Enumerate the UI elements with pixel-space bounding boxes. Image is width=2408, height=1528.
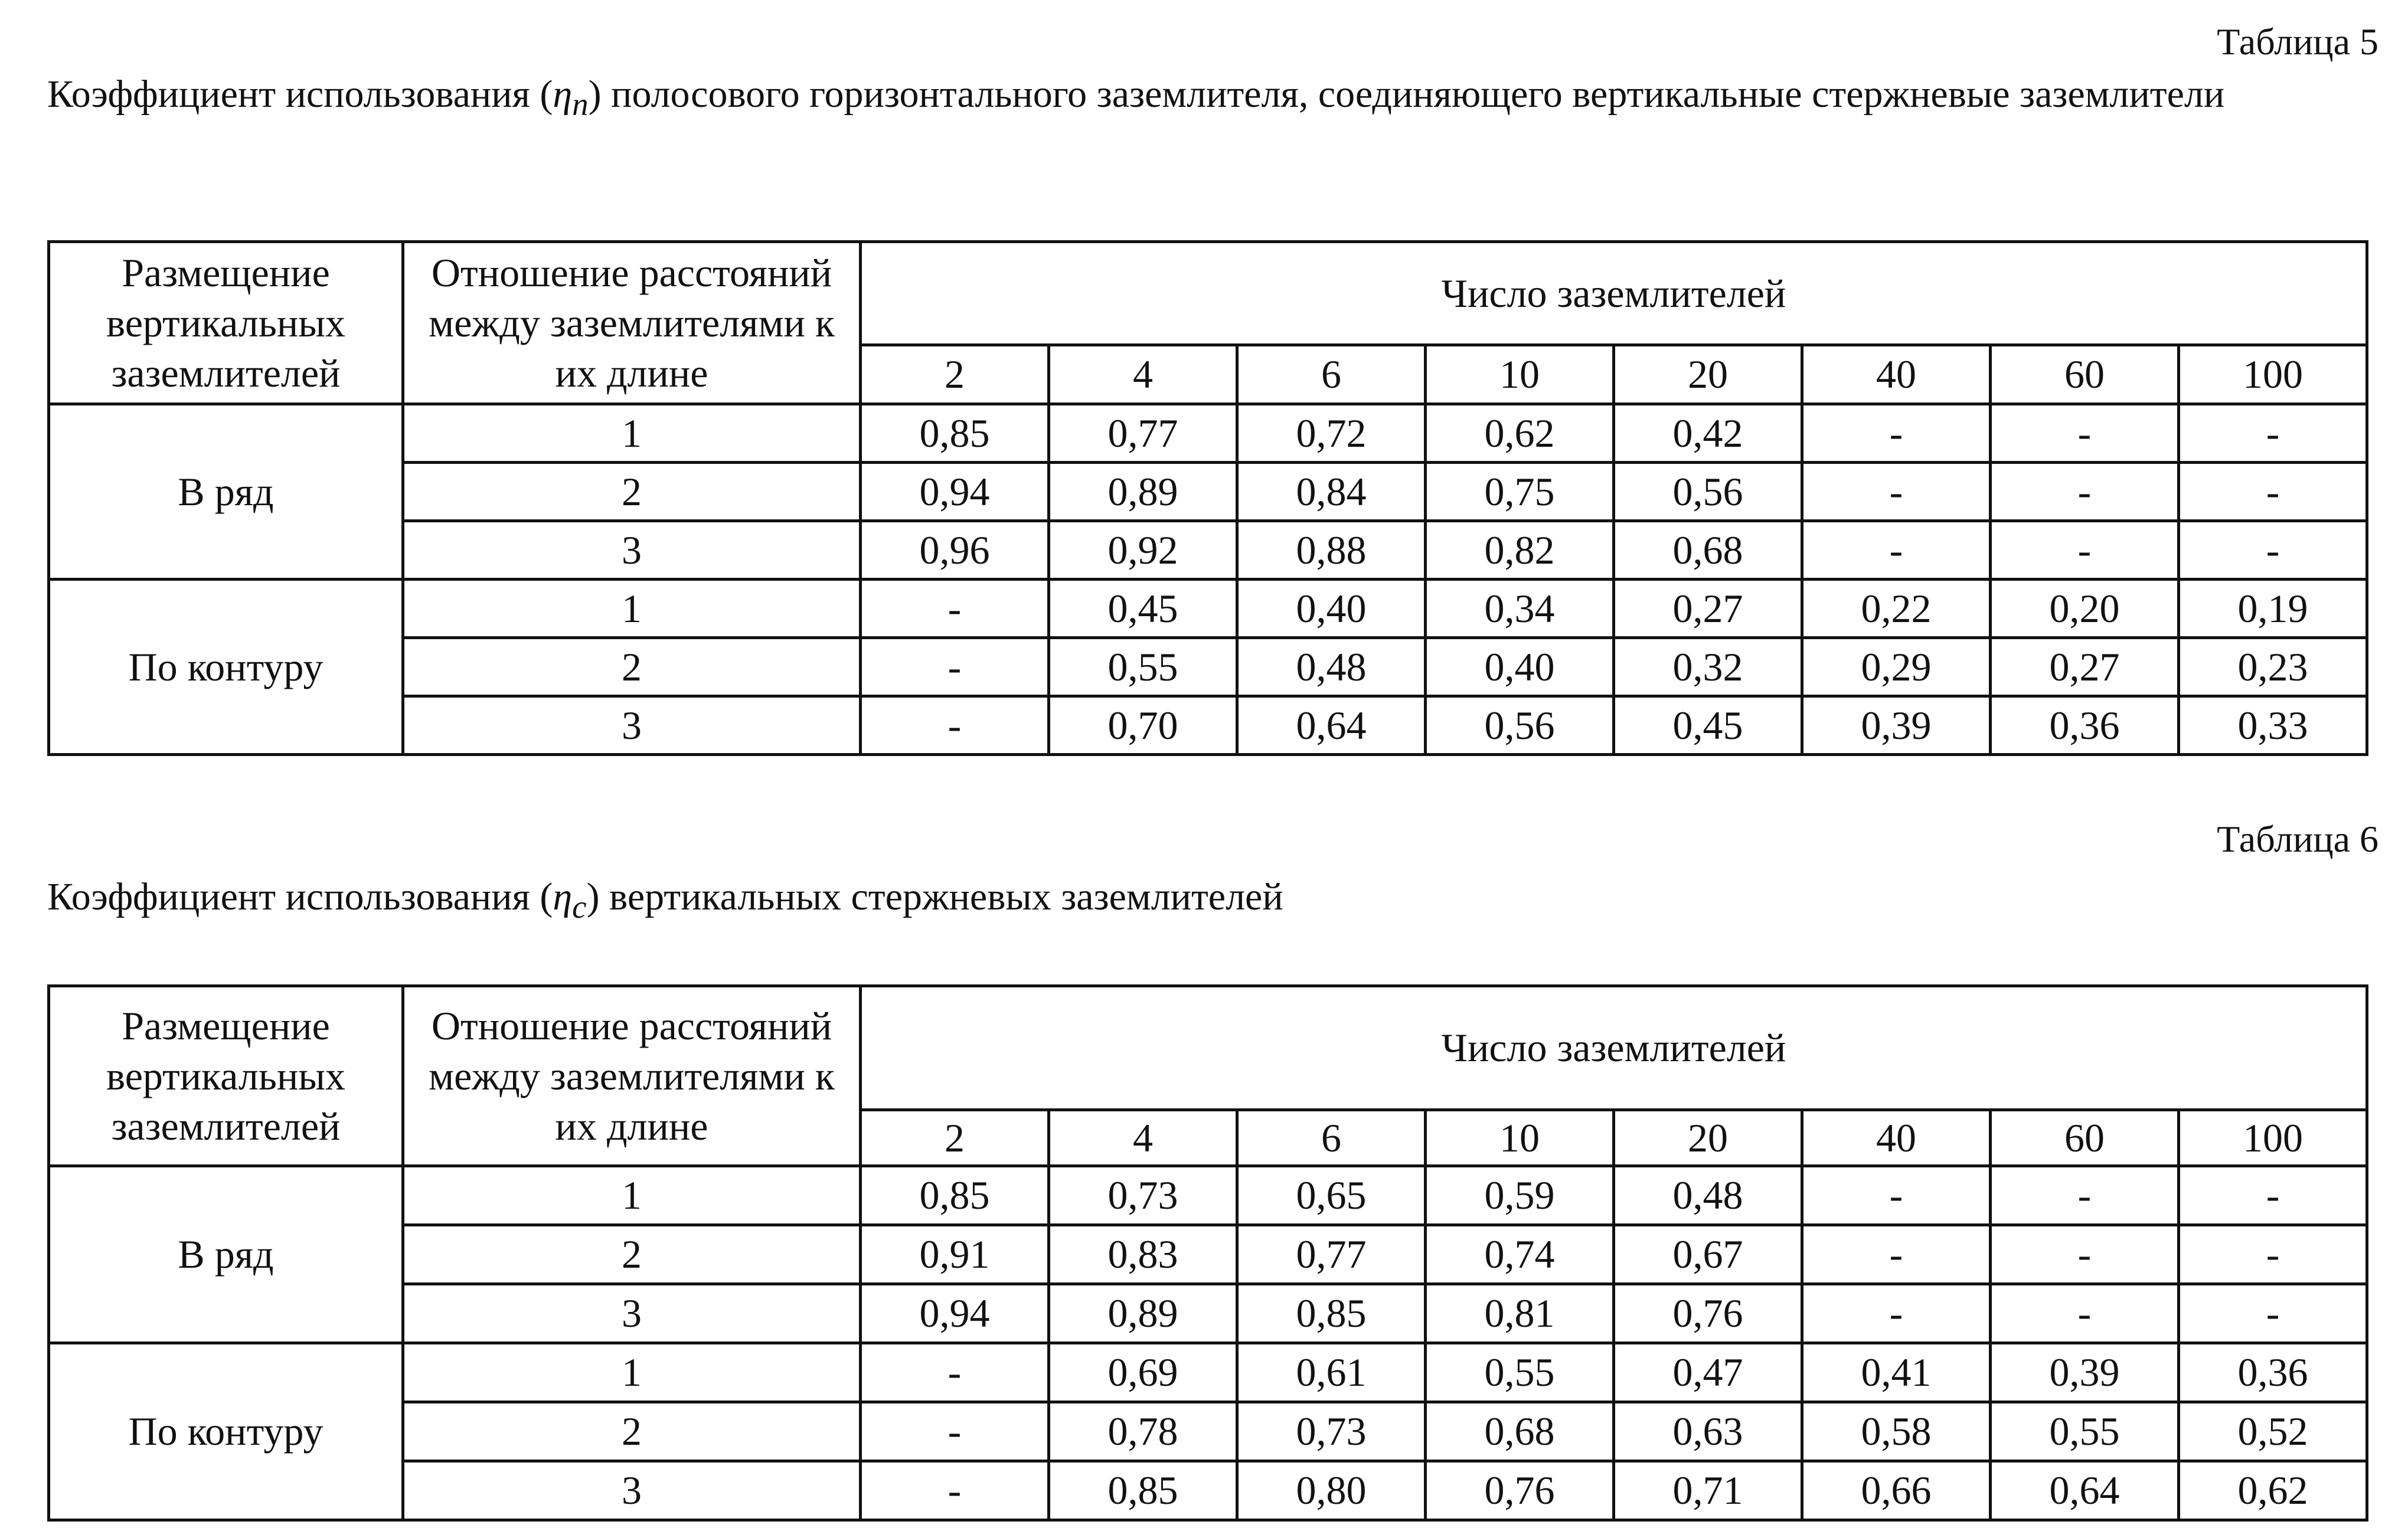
value-cell: -	[2179, 463, 2367, 521]
table5-eta-subscript: п	[572, 86, 589, 123]
ratio-cell: 3	[403, 696, 861, 755]
value-cell: -	[1991, 1166, 2179, 1225]
value-cell: 0,40	[1237, 580, 1426, 638]
value-cell: -	[1802, 1225, 1991, 1284]
value-cell: 0,22	[1802, 580, 1991, 638]
ratio-cell: 3	[403, 1461, 861, 1520]
value-cell: -	[1802, 1284, 1991, 1343]
value-cell: -	[2179, 1166, 2367, 1225]
value-cell: 0,83	[1049, 1225, 1237, 1284]
table6-label: Таблица 6	[2217, 818, 2378, 860]
value-cell: 0,23	[2179, 638, 2367, 696]
value-cell: 0,56	[1426, 696, 1614, 755]
placement-header: Размещение вертикальных заземлителей	[49, 986, 403, 1166]
value-cell: -	[2179, 1284, 2367, 1343]
ratio-cell: 1	[403, 1166, 861, 1225]
ratio-cell: 2	[403, 1402, 861, 1461]
value-cell: -	[2179, 1225, 2367, 1284]
value-cell: -	[861, 1402, 1049, 1461]
value-cell: 0,77	[1049, 404, 1237, 463]
value-cell: 0,73	[1049, 1166, 1237, 1225]
placement-header: Размещение вертикальных заземлителей	[49, 242, 403, 404]
value-cell: 0,36	[2179, 1343, 2367, 1402]
value-cell: -	[1802, 404, 1991, 463]
ratio-cell: 3	[403, 1284, 861, 1343]
table-row	[49, 1343, 2367, 1402]
ratio-cell: 2	[403, 463, 861, 521]
value-cell: 0,36	[1991, 696, 2179, 755]
table-row	[49, 404, 2367, 463]
table6	[47, 984, 2368, 1522]
value-cell: 0,47	[1614, 1343, 1802, 1402]
value-cell: 0,65	[1237, 1166, 1426, 1225]
value-cell: 0,89	[1049, 1284, 1237, 1343]
value-cell: 0,55	[1049, 638, 1237, 696]
value-cell: -	[1991, 521, 2179, 580]
count-header-cell: 60	[1991, 1110, 2179, 1166]
table5-caption-post: ) полосового горизонтального заземлителя, соединяющего вертикальные стержневые заземлители	[588, 73, 2225, 116]
value-cell: 0,32	[1614, 638, 1802, 696]
value-cell: 0,75	[1426, 463, 1614, 521]
value-cell: 0,63	[1614, 1402, 1802, 1461]
table6-caption	[47, 872, 2361, 928]
value-cell: 0,94	[861, 1284, 1049, 1343]
value-cell: 0,85	[861, 1166, 1049, 1225]
value-cell: 0,76	[1614, 1284, 1802, 1343]
group-label: В ряд	[49, 1166, 403, 1343]
value-cell: -	[2179, 521, 2367, 580]
value-cell: 0,68	[1426, 1402, 1614, 1461]
count-header-cell: 10	[1426, 1110, 1614, 1166]
table6-eta-symbol: η	[553, 875, 573, 918]
value-cell: 0,76	[1426, 1461, 1614, 1520]
table5-eta-symbol: η	[553, 73, 573, 116]
group-label: В ряд	[49, 404, 403, 580]
value-cell: -	[861, 1343, 1049, 1402]
count-header-cell: 2	[861, 345, 1049, 404]
value-cell: 0,69	[1049, 1343, 1237, 1402]
value-cell: 0,80	[1237, 1461, 1426, 1520]
value-cell: 0,33	[2179, 696, 2367, 755]
value-cell: 0,85	[1237, 1284, 1426, 1343]
count-header-cell: 100	[2179, 345, 2367, 404]
value-cell: 0,66	[1802, 1461, 1991, 1520]
value-cell: -	[861, 696, 1049, 755]
value-cell: 0,92	[1049, 521, 1237, 580]
value-cell: 0,55	[1426, 1343, 1614, 1402]
value-cell: 0,64	[1237, 696, 1426, 755]
table5-label: Таблица 5	[2217, 21, 2378, 63]
count-header-cell: 6	[1237, 1110, 1426, 1166]
value-cell: 0,34	[1426, 580, 1614, 638]
value-cell: -	[1802, 463, 1991, 521]
value-cell: 0,40	[1426, 638, 1614, 696]
ratio-header: Отношение расстояний между заземлителями к их длине	[403, 986, 861, 1166]
value-cell: -	[1802, 1166, 1991, 1225]
value-cell: -	[1991, 1284, 2179, 1343]
count-header-cell: 60	[1991, 345, 2179, 404]
value-cell: -	[861, 638, 1049, 696]
value-cell: 0,48	[1237, 638, 1426, 696]
value-cell: 0,72	[1237, 404, 1426, 463]
count-header-cell: 20	[1614, 1110, 1802, 1166]
value-cell: 0,78	[1049, 1402, 1237, 1461]
value-cell: 0,70	[1049, 696, 1237, 755]
value-cell: -	[1991, 1225, 2179, 1284]
value-cell: 0,67	[1614, 1225, 1802, 1284]
value-cell: 0,77	[1237, 1225, 1426, 1284]
value-cell: 0,64	[1991, 1461, 2179, 1520]
table5-caption	[47, 70, 2361, 126]
count-header-cell: 6	[1237, 345, 1426, 404]
value-cell: 0,42	[1614, 404, 1802, 463]
value-cell: 0,62	[1426, 404, 1614, 463]
table5	[47, 240, 2368, 756]
count-header-cell: 40	[1802, 1110, 1991, 1166]
ratio-header: Отношение расстояний между заземлителями к их длине	[403, 242, 861, 404]
value-cell: 0,39	[1802, 696, 1991, 755]
value-cell: 0,55	[1991, 1402, 2179, 1461]
table6-caption-post: ) вертикальных стержневых заземлителей	[586, 875, 1283, 918]
ratio-cell: 2	[403, 638, 861, 696]
value-cell: 0,88	[1237, 521, 1426, 580]
value-cell: -	[1991, 404, 2179, 463]
value-cell: 0,45	[1614, 696, 1802, 755]
value-cell: 0,81	[1426, 1284, 1614, 1343]
value-cell: 0,48	[1614, 1166, 1802, 1225]
count-header: Число заземлителей	[861, 242, 2367, 345]
value-cell: -	[861, 1461, 1049, 1520]
value-cell: 0,89	[1049, 463, 1237, 521]
ratio-cell: 1	[403, 1343, 861, 1402]
ratio-cell: 1	[403, 404, 861, 463]
value-cell: 0,84	[1237, 463, 1426, 521]
value-cell: 0,61	[1237, 1343, 1426, 1402]
value-cell: 0,41	[1802, 1343, 1991, 1402]
value-cell: 0,59	[1426, 1166, 1614, 1225]
table-row	[49, 1166, 2367, 1225]
value-cell: 0,39	[1991, 1343, 2179, 1402]
count-header-cell: 40	[1802, 345, 1991, 404]
value-cell: 0,62	[2179, 1461, 2367, 1520]
table6-eta-subscript: с	[572, 889, 587, 925]
count-header-cell: 2	[861, 1110, 1049, 1166]
count-header: Число заземлителей	[861, 986, 2367, 1110]
value-cell: 0,96	[861, 521, 1049, 580]
value-cell: 0,27	[1991, 638, 2179, 696]
ratio-cell: 3	[403, 521, 861, 580]
value-cell: -	[1991, 463, 2179, 521]
value-cell: 0,74	[1426, 1225, 1614, 1284]
value-cell: -	[2179, 404, 2367, 463]
value-cell: 0,56	[1614, 463, 1802, 521]
value-cell: 0,27	[1614, 580, 1802, 638]
ratio-cell: 2	[403, 1225, 861, 1284]
count-header-cell: 4	[1049, 345, 1237, 404]
value-cell: 0,82	[1426, 521, 1614, 580]
count-header-cell: 100	[2179, 1110, 2367, 1166]
value-cell: 0,91	[861, 1225, 1049, 1284]
value-cell: 0,85	[1049, 1461, 1237, 1520]
count-header-cell: 20	[1614, 345, 1802, 404]
value-cell: 0,29	[1802, 638, 1991, 696]
count-header-cell: 10	[1426, 345, 1614, 404]
value-cell: 0,85	[861, 404, 1049, 463]
value-cell: 0,52	[2179, 1402, 2367, 1461]
table-row	[49, 580, 2367, 638]
value-cell: 0,73	[1237, 1402, 1426, 1461]
table6-caption-pre: Коэффициент использования (	[47, 875, 553, 918]
value-cell: 0,20	[1991, 580, 2179, 638]
value-cell: 0,19	[2179, 580, 2367, 638]
group-label: По контуру	[49, 1343, 403, 1520]
value-cell: 0,45	[1049, 580, 1237, 638]
count-header-cell: 4	[1049, 1110, 1237, 1166]
value-cell: 0,68	[1614, 521, 1802, 580]
value-cell: 0,94	[861, 463, 1049, 521]
value-cell: 0,58	[1802, 1402, 1991, 1461]
value-cell: -	[1802, 521, 1991, 580]
table5-caption-pre: Коэффициент использования (	[47, 73, 553, 116]
value-cell: -	[861, 580, 1049, 638]
value-cell: 0,71	[1614, 1461, 1802, 1520]
ratio-cell: 1	[403, 580, 861, 638]
group-label: По контуру	[49, 580, 403, 755]
